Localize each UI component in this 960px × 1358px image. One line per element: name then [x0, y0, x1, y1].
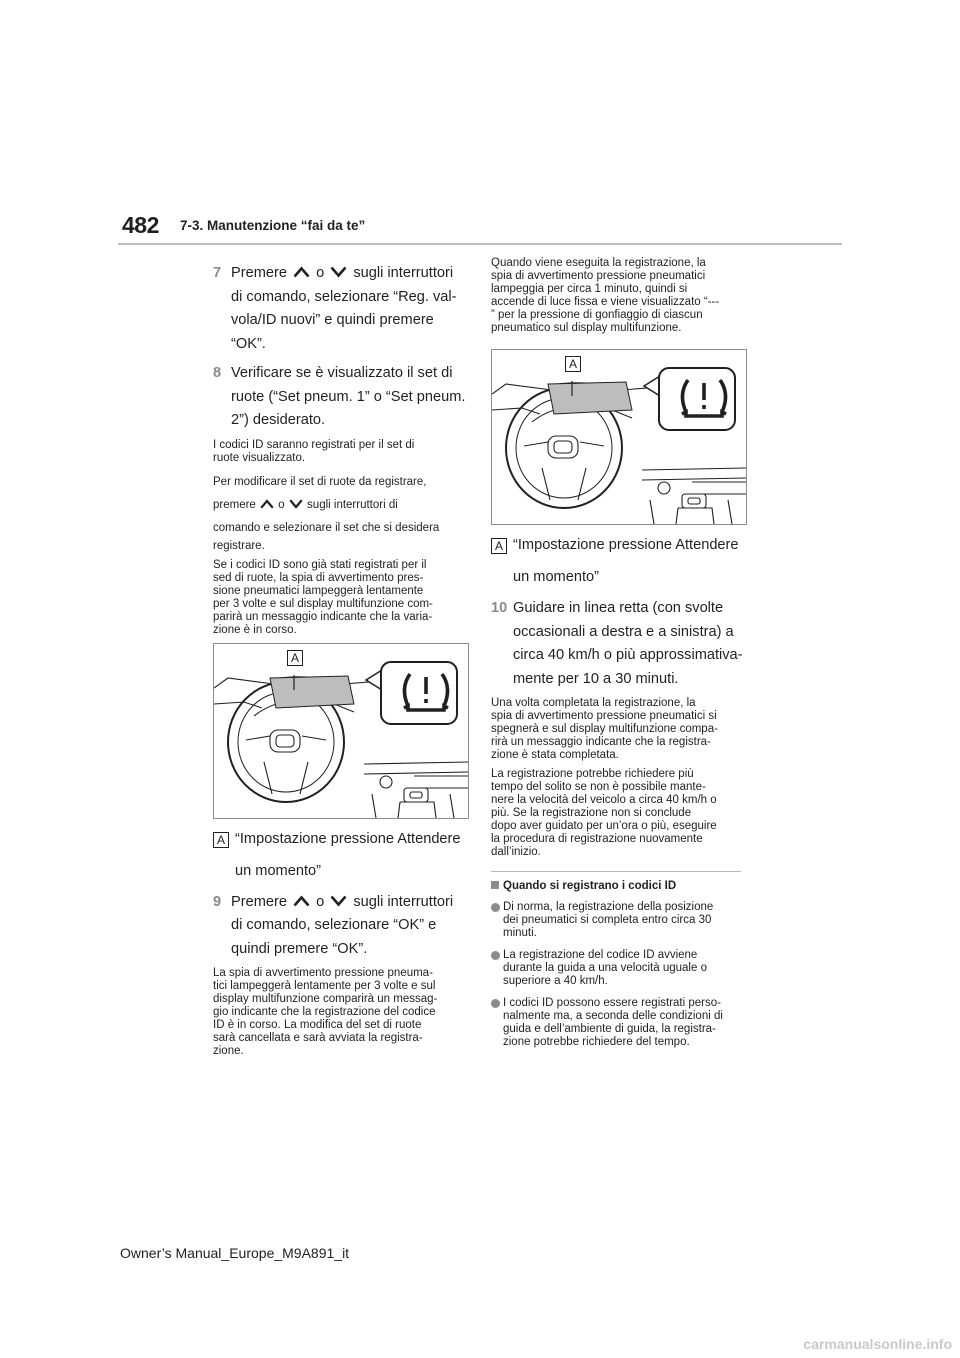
note-line: per 3 volte e sul display multifunzione com- — [213, 597, 433, 610]
step-line: Verificare se è visualizzato il set di — [231, 365, 453, 381]
note-text: premere — [213, 498, 256, 511]
step-line: circa 40 km/h o più approssimativa- — [513, 647, 743, 663]
step-line: di comando, selezionare “Reg. val- — [231, 288, 457, 305]
note-line: zione è in corso. — [213, 623, 297, 636]
note — [213, 439, 469, 465]
step-text: o — [316, 893, 325, 910]
note-line: lampeggia per circa 1 minuto, quindi si — [491, 283, 688, 295]
note-line: zione. — [213, 1045, 244, 1057]
section-divider — [491, 871, 741, 872]
note-line: spia di avvertimento pressione pneumatici — [491, 270, 706, 282]
figure-caption — [213, 827, 469, 883]
note-line: sed di ruote, la spia di avvertimento pres- — [213, 571, 424, 584]
note-line: tempo del solito se non è possibile mante- — [491, 781, 706, 793]
note — [491, 697, 747, 762]
note-line: ruote visualizzato. — [213, 451, 306, 464]
note-line: spia di avvertimento pressione pneumatici si — [491, 710, 717, 722]
note-line: più. Se la registrazione non si conclude — [491, 807, 692, 819]
bullet-line: durante la guida a una velocità uguale o — [503, 962, 707, 974]
step-line: “OK”. — [231, 335, 266, 352]
bullet-line: nalmente ma, a seconda delle condizioni di — [503, 1010, 723, 1022]
step-line: vola/ID nuovi” e quindi premere — [231, 312, 434, 328]
square-bullet-icon — [491, 881, 499, 889]
note-line: accende di luce fissa e viene visualizzato “--- — [491, 296, 720, 308]
footer-document-id: Owner’s Manual_Europe_M9A891_it — [120, 1245, 350, 1261]
note-line: I codici ID saranno registrati per il set di — [213, 438, 415, 451]
note-line: Quando viene eseguita la registrazione, la — [491, 257, 706, 269]
note-line: sione pneumatici lampeggerà lentamente — [213, 584, 424, 597]
chevron-down-icon — [330, 895, 347, 907]
watermark[interactable]: carmanualsonline.info — [803, 1336, 952, 1352]
caption-label-a: A — [213, 832, 229, 848]
note-line: dopo aver guidato per un’ora o più, eseguire — [491, 820, 717, 832]
note-line: rirà un messaggio indicante che la registra- — [491, 736, 711, 748]
section-title: 7-3. Manutenzione “fai da te” — [180, 218, 366, 233]
note-line: Per modificare il set di ruote da registrare, — [213, 475, 427, 488]
note — [491, 768, 747, 859]
note-line: La registrazione potrebbe richiedere più — [491, 768, 694, 780]
chevron-up-icon — [293, 266, 310, 278]
note-text: o — [278, 498, 285, 511]
step-line: di comando, selezionare “OK” e — [231, 917, 437, 933]
note-line: nere la velocità del veicolo a circa 40 km/h o — [491, 794, 717, 806]
bullet-line: superiore a 40 km/h. — [503, 975, 608, 987]
chevron-down-icon — [330, 266, 347, 278]
caption-line: un momento” — [235, 862, 321, 879]
bullet-line: zione potrebbe richiedere del tempo. — [503, 1036, 690, 1048]
note-line: ID è in corso. La modifica del set di ruote — [213, 1019, 422, 1031]
note-line: display multifunzione comparirà un messag- — [213, 993, 438, 1005]
step-line: occasionali a destra e a sinistra) a — [513, 623, 734, 640]
bullet-dot-icon — [491, 903, 500, 912]
note-line: Se i codici ID sono già stati registrati per il — [213, 558, 427, 571]
note-text: sugli interruttori di — [307, 498, 398, 511]
note-line: registrare. — [213, 539, 265, 552]
step-text: o — [316, 265, 325, 281]
chevron-up-icon — [260, 499, 274, 509]
step-line — [231, 891, 469, 915]
note-line: tici lampeggerà lentamente per 3 volte e sul — [213, 980, 436, 992]
note-line: gio indicante che la registrazione del codice — [213, 1006, 436, 1018]
note-line: Una volta completata la registrazione, la — [491, 697, 696, 709]
dashboard-illustration — [213, 643, 469, 819]
note — [213, 559, 469, 637]
step-line: mente per 10 a 30 minuti. — [513, 670, 679, 687]
step-10 — [491, 597, 747, 691]
sub-heading — [491, 880, 747, 892]
caption-line: “Impostazione pressione Attendere — [235, 830, 461, 847]
right-column — [491, 257, 747, 1058]
note-line: La spia di avvertimento pressione pneuma- — [213, 967, 433, 979]
caption-line: “Impostazione pressione Attendere — [513, 537, 739, 553]
step-9 — [213, 891, 469, 962]
step-line: quindi premere “OK”. — [231, 940, 368, 957]
caption-label-a: A — [491, 538, 507, 554]
bullet-line: dei pneumatici si completa entro circa 30 — [503, 914, 712, 926]
step-text: Premere — [231, 265, 287, 281]
figure-label-a: A — [565, 356, 581, 372]
figure-label-a: A — [287, 650, 303, 666]
bullet-line: La registrazione del codice ID avviene — [503, 949, 698, 961]
caption-line: un momento” — [513, 569, 599, 585]
step-line: 2”) desiderato. — [231, 412, 326, 428]
note-line: sarà cancellata e sarà avviata la registra- — [213, 1032, 423, 1044]
step-number: 8 — [213, 365, 222, 381]
bullet-dot-icon — [491, 999, 500, 1008]
step-7 — [213, 262, 469, 356]
figure-caption — [491, 533, 747, 589]
note-line: comando e selezionare il set che si desidera — [213, 521, 440, 534]
note — [213, 967, 469, 1058]
note-line: ” per la pressione di gonfiaggio di ciascun — [491, 309, 703, 321]
bullet-item — [491, 997, 747, 1049]
step-8 — [213, 362, 469, 433]
step-text: sugli interruttori — [353, 265, 454, 281]
note-line: parirà un messaggio indicante che la varia- — [213, 610, 433, 623]
dashboard-illustration — [491, 349, 747, 525]
bullet-item — [491, 901, 747, 940]
step-number: 9 — [213, 893, 222, 910]
bullet-line: minuti. — [503, 927, 537, 939]
step-text: Premere — [231, 893, 287, 910]
step-number: 10 — [491, 600, 508, 616]
bullet-line: guida e dell’ambiente di guida, la registra- — [503, 1023, 716, 1035]
bullet-line: Di norma, la registrazione della posizione — [503, 901, 714, 913]
note-line: pneumatico sul display multifunzione. — [491, 322, 682, 334]
chevron-down-icon — [289, 499, 303, 509]
step-text: sugli interruttori — [353, 893, 454, 910]
note-line: zione è stata completata. — [491, 749, 619, 761]
page-number: 482 — [122, 212, 159, 238]
note — [491, 257, 747, 335]
note-line: dall’inizio. — [491, 846, 541, 858]
step-number: 7 — [213, 265, 222, 281]
note-line — [213, 494, 469, 517]
left-column — [213, 262, 469, 1064]
bullet-line: I codici ID possono essere registrati perso- — [503, 997, 721, 1009]
note-line: la procedura di registrazione nuovamente — [491, 833, 703, 845]
header-divider — [118, 243, 842, 245]
sub-heading-text: Quando si registrano i codici ID — [503, 880, 677, 892]
note — [213, 471, 469, 553]
step-line — [231, 262, 469, 286]
note-line: spegnerà e sul display multifunzione compa- — [491, 723, 718, 735]
chevron-up-icon — [293, 895, 310, 907]
step-line: ruote (“Set pneum. 1” o “Set pneum. — [231, 388, 466, 405]
step-line: Guidare in linea retta (con svolte — [513, 600, 724, 616]
bullet-item — [491, 949, 747, 988]
bullet-dot-icon — [491, 951, 500, 960]
